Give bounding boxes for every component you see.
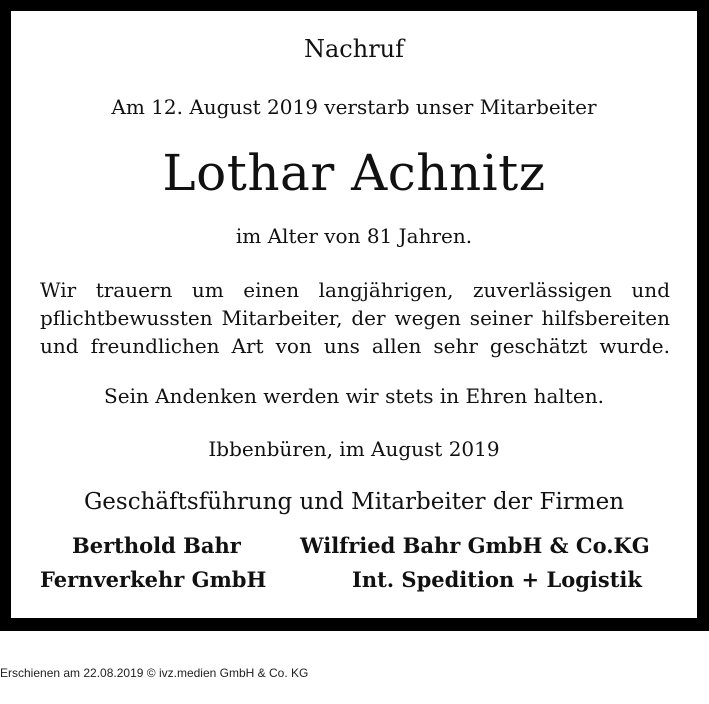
deceased-name: Lothar Achnitz (162, 144, 546, 202)
place-and-date: Ibbenbüren, im August 2019 (208, 437, 500, 461)
deceased-age: im Alter von 81 Jahren. (235, 224, 473, 248)
condolence-line: pflichtbewussten Mitarbeiter, der wegen seiner hilfsbereiten (40, 306, 670, 330)
signers-line: Geschäftsführung und Mitarbeiter der Firmen (83, 489, 625, 515)
firm-name: Wilfried Bahr GmbH & Co.KG (300, 533, 650, 558)
obituary-notice (11, 11, 697, 618)
condolence-line: und freundlichen Art von uns allen sehr geschätzt wurde. (40, 334, 670, 358)
condolence-text (40, 276, 670, 360)
notice-heading: Nachruf (303, 35, 405, 63)
death-announcement: Am 12. August 2019 verstarb unser Mitarbeiter (111, 95, 597, 119)
condolence-line: Wir trauern um einen langjährigen, zuverlässigen und (40, 278, 670, 302)
remembrance-line: Sein Andenken werden wir stets in Ehren halten. (104, 384, 604, 408)
firm-name: Int. Spedition + Logistik (352, 567, 642, 592)
publication-footer: Erschienen am 22.08.2019 © ivz.medien GmbH & Co. KG (0, 666, 309, 680)
firm-name: Fernverkehr GmbH (40, 567, 267, 592)
firm-name: Berthold Bahr (72, 533, 241, 558)
